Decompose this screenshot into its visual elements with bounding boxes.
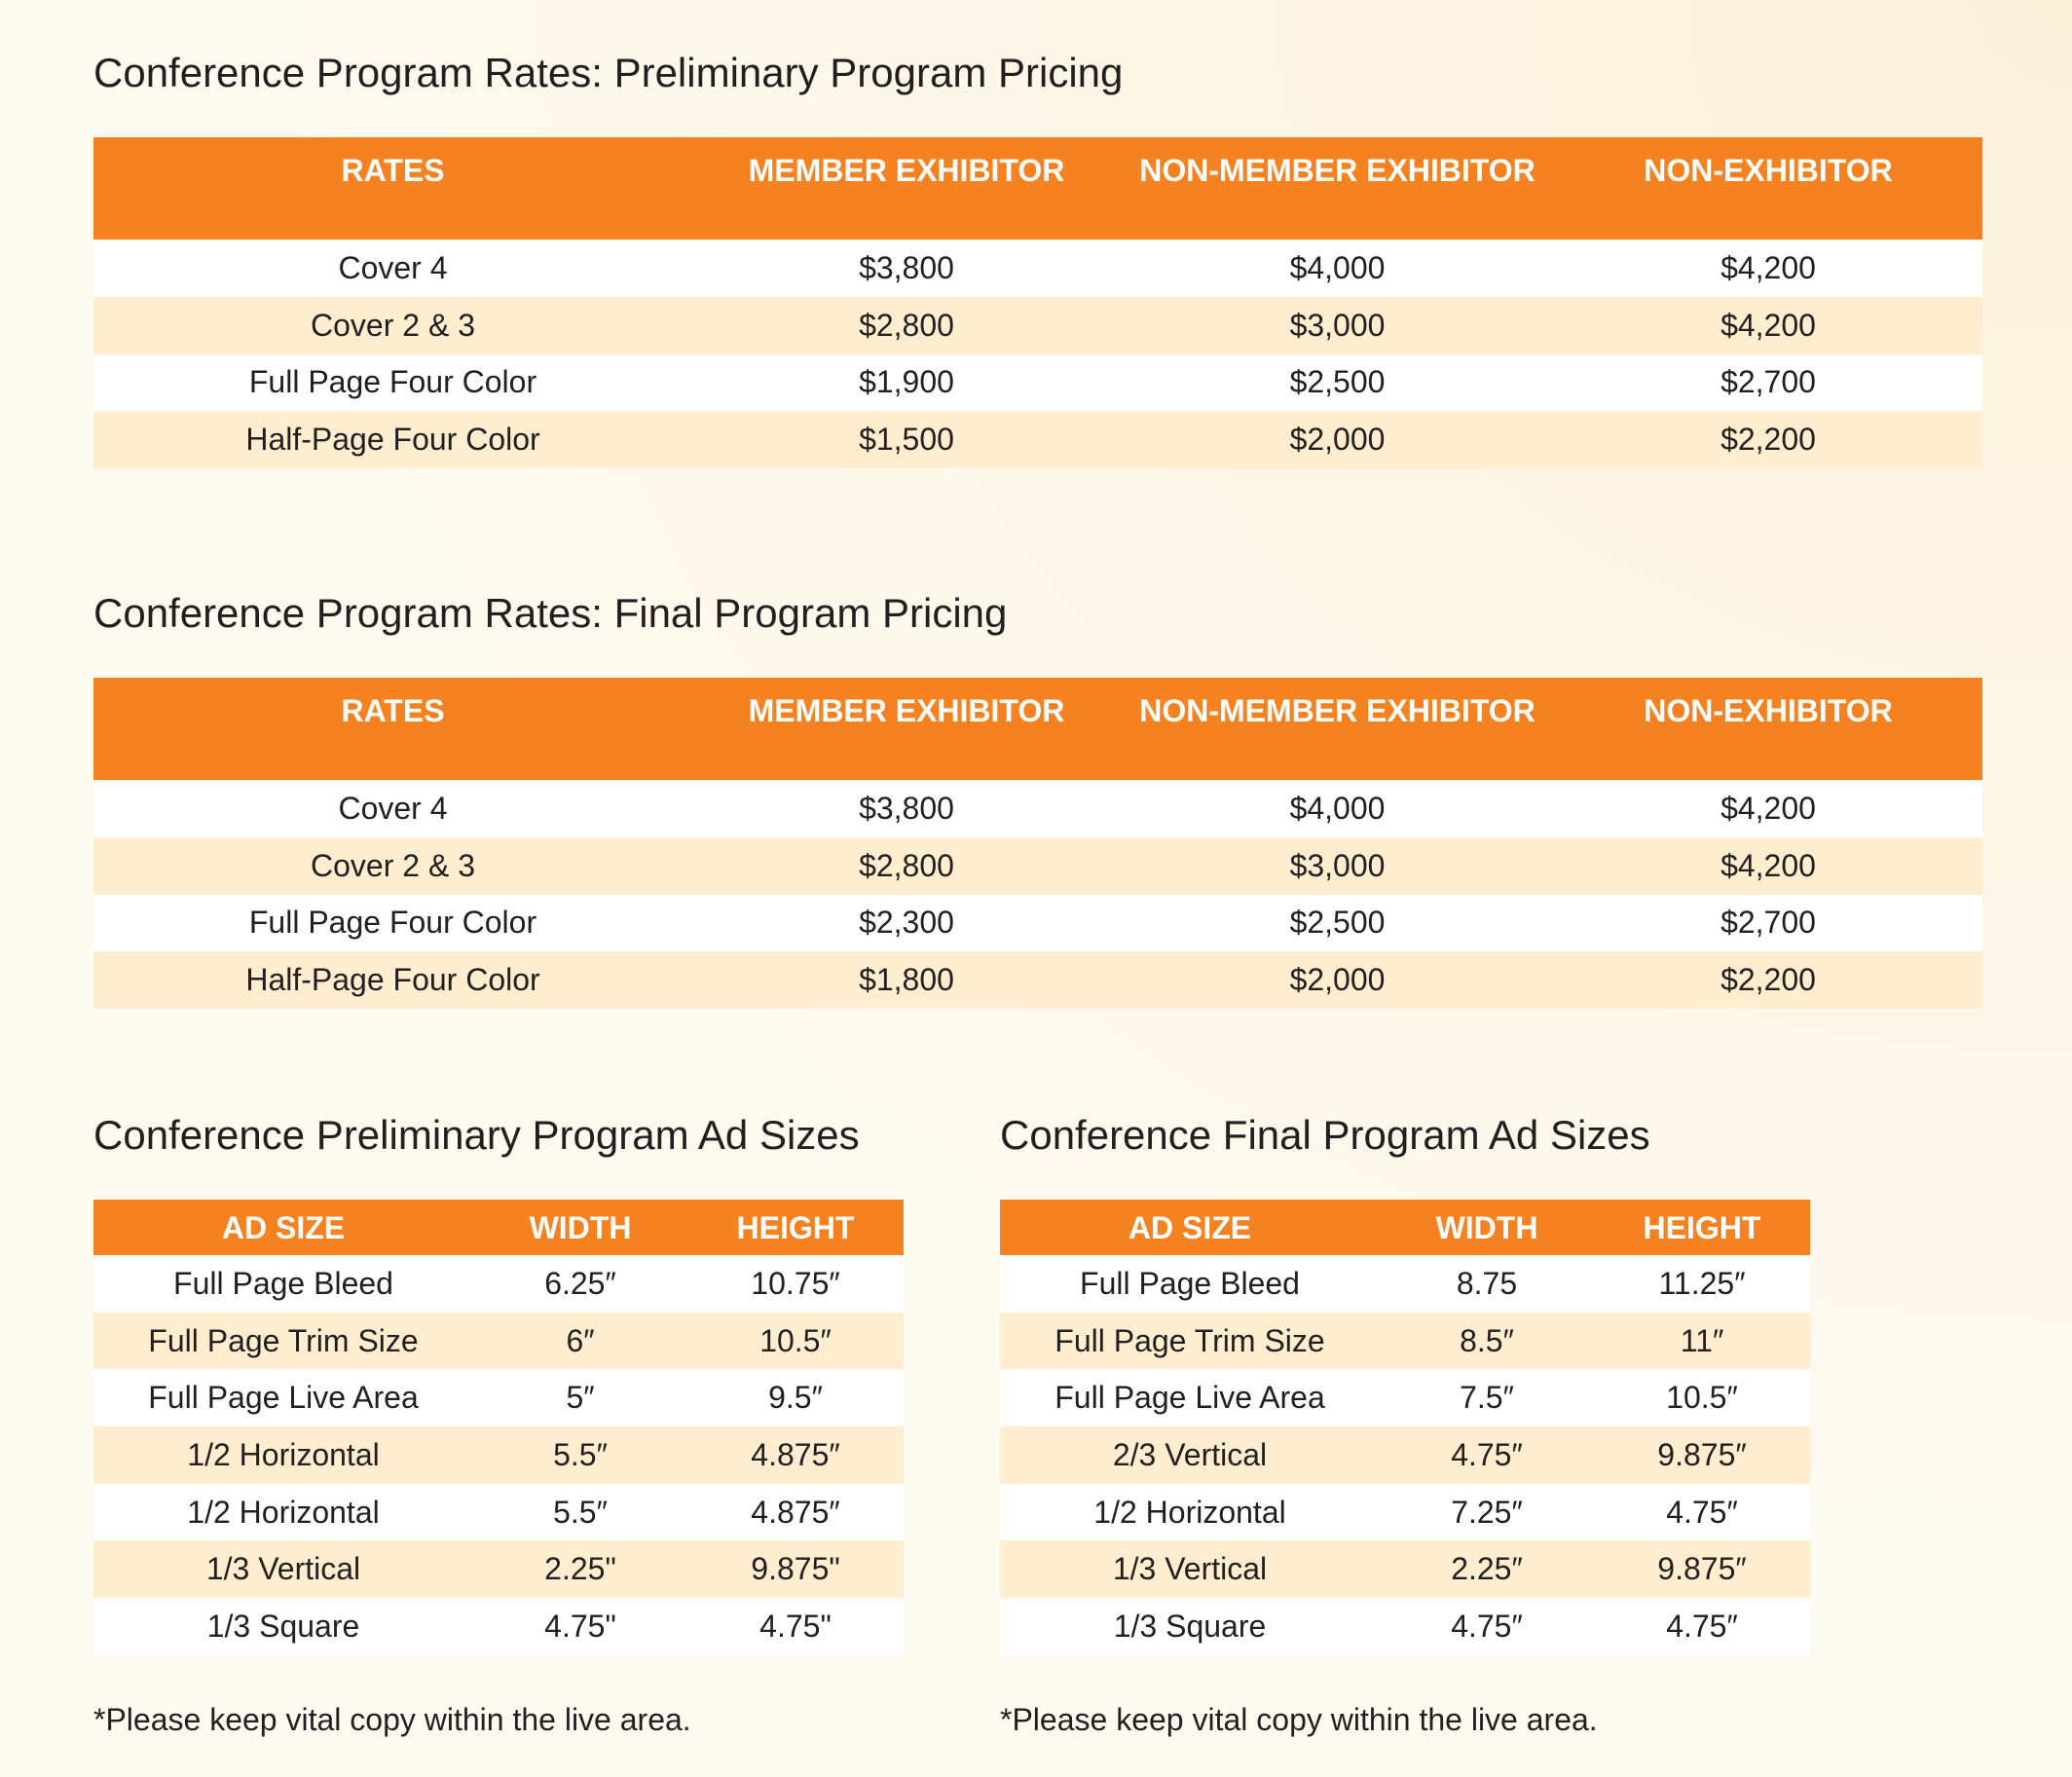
- non-exhibitor-price: $4,200: [1554, 837, 1982, 895]
- height-cell: 11″: [1594, 1313, 1810, 1370]
- table-row: [1000, 1369, 1810, 1426]
- height-cell: 9.875″: [1594, 1426, 1810, 1484]
- non-member-exhibitor-price: $4,000: [1121, 780, 1554, 837]
- final-rates-title: Conference Program Rates: Final Program Pricing: [93, 590, 1008, 636]
- table-row: [1000, 1598, 1810, 1655]
- width-cell: 6″: [473, 1313, 687, 1370]
- height-cell: 10.75″: [687, 1255, 904, 1313]
- table-row: [93, 895, 1982, 952]
- ad-size-cell: Full Page Bleed: [1000, 1255, 1380, 1313]
- prelim-rates-title: Conference Program Rates: Preliminary Program Pricing: [93, 50, 1124, 95]
- non-member-exhibitor-price: $4,000: [1121, 240, 1554, 297]
- final-footnote: *Please keep vital copy within the live area.: [1000, 1702, 1598, 1737]
- ad-size-cell: Full Page Trim Size: [1000, 1313, 1380, 1370]
- column-header-ad-size: AD SIZE: [93, 1200, 473, 1255]
- table-row: [93, 1369, 904, 1426]
- ad-size-cell: 1/3 Vertical: [1000, 1540, 1380, 1598]
- column-header-member-exhibitor: MEMBER EXHIBITOR: [692, 137, 1121, 240]
- non-exhibitor-price: $2,700: [1554, 895, 1982, 952]
- member-exhibitor-price: $2,300: [692, 895, 1121, 952]
- width-cell: 5″: [473, 1369, 687, 1426]
- non-exhibitor-price: $2,700: [1554, 354, 1982, 412]
- table-row: [93, 1598, 904, 1655]
- table-row: [1000, 1426, 1810, 1484]
- height-cell: 10.5″: [687, 1313, 904, 1370]
- height-cell: 9.875": [687, 1540, 904, 1598]
- table-row: [93, 837, 1982, 895]
- column-header-non-member-exhibitor: NON-MEMBER EXHIBITOR: [1121, 137, 1554, 240]
- column-header-non-member-exhibitor: NON-MEMBER EXHIBITOR: [1121, 678, 1554, 780]
- width-cell: 7.5″: [1380, 1369, 1594, 1426]
- final-sizes-title: Conference Final Program Ad Sizes: [1000, 1112, 1650, 1158]
- non-exhibitor-price: $2,200: [1554, 951, 1982, 1009]
- non-member-exhibitor-price: $3,000: [1121, 837, 1554, 895]
- table-row: [93, 297, 1982, 354]
- ad-size-cell: 1/2 Horizontal: [93, 1484, 473, 1541]
- height-cell: 4.875″: [687, 1426, 904, 1484]
- ad-size-cell: 1/2 Horizontal: [1000, 1484, 1380, 1541]
- rate-name-cell: Half-Page Four Color: [93, 411, 692, 468]
- column-header-width: WIDTH: [1380, 1200, 1594, 1255]
- ad-size-cell: 2/3 Vertical: [1000, 1426, 1380, 1484]
- rate-name-cell: Full Page Four Color: [93, 354, 692, 412]
- member-exhibitor-price: $2,800: [692, 837, 1121, 895]
- width-cell: 7.25″: [1380, 1484, 1594, 1541]
- non-member-exhibitor-price: $2,000: [1121, 951, 1554, 1009]
- ad-size-cell: 1/2 Horizontal: [93, 1426, 473, 1484]
- column-header-non-exhibitor: NON-EXHIBITOR: [1554, 678, 1982, 780]
- height-cell: 4.875″: [687, 1484, 904, 1541]
- member-exhibitor-price: $1,800: [692, 951, 1121, 1009]
- table-row: [93, 411, 1982, 468]
- width-cell: 8.5″: [1380, 1313, 1594, 1370]
- height-cell: 9.875″: [1594, 1540, 1810, 1598]
- non-member-exhibitor-price: $2,000: [1121, 411, 1554, 468]
- table-row: [93, 1426, 904, 1484]
- table-row: [1000, 1313, 1810, 1370]
- table-row: [1000, 1484, 1810, 1541]
- ad-size-cell: 1/3 Vertical: [93, 1540, 473, 1598]
- table-row: [93, 1313, 904, 1370]
- column-header-height: HEIGHT: [687, 1200, 904, 1255]
- final-rates-table: [93, 678, 1982, 1009]
- height-cell: 4.75″: [1594, 1484, 1810, 1541]
- column-header-ad-size: AD SIZE: [1000, 1200, 1380, 1255]
- height-cell: 4.75": [687, 1598, 904, 1655]
- width-cell: 5.5″: [473, 1426, 687, 1484]
- width-cell: 8.75: [1380, 1255, 1594, 1313]
- column-header-rates: RATES: [93, 678, 692, 780]
- table-header-row: [1000, 1200, 1810, 1255]
- ad-size-cell: Full Page Live Area: [93, 1369, 473, 1426]
- prelim-sizes-title: Conference Preliminary Program Ad Sizes: [93, 1112, 860, 1158]
- table-row: [93, 1255, 904, 1313]
- width-cell: 6.25″: [473, 1255, 687, 1313]
- rate-name-cell: Half-Page Four Color: [93, 951, 692, 1009]
- column-header-width: WIDTH: [473, 1200, 687, 1255]
- member-exhibitor-price: $3,800: [692, 240, 1121, 297]
- non-exhibitor-price: $2,200: [1554, 411, 1982, 468]
- width-cell: 4.75″: [1380, 1598, 1594, 1655]
- non-member-exhibitor-price: $3,000: [1121, 297, 1554, 354]
- prelim-footnote: *Please keep vital copy within the live area.: [93, 1702, 691, 1737]
- height-cell: 4.75″: [1594, 1598, 1810, 1655]
- rate-name-cell: Cover 4: [93, 240, 692, 297]
- rate-name-cell: Cover 4: [93, 780, 692, 837]
- width-cell: 5.5″: [473, 1484, 687, 1541]
- height-cell: 9.5″: [687, 1369, 904, 1426]
- table-header-row: [93, 137, 1982, 240]
- table-row: [93, 780, 1982, 837]
- table-row: [93, 1484, 904, 1541]
- prelim-rates-table: [93, 137, 1982, 468]
- prelim-sizes-table: [93, 1200, 904, 1655]
- width-cell: 4.75″: [1380, 1426, 1594, 1484]
- table-row: [93, 354, 1982, 412]
- non-member-exhibitor-price: $2,500: [1121, 895, 1554, 952]
- table-header-row: [93, 1200, 904, 1255]
- column-header-rates: RATES: [93, 137, 692, 240]
- table-header-row: [93, 678, 1982, 780]
- rate-name-cell: Full Page Four Color: [93, 895, 692, 952]
- ad-size-cell: 1/3 Square: [93, 1598, 473, 1655]
- column-header-non-exhibitor: NON-EXHIBITOR: [1554, 137, 1982, 240]
- rate-name-cell: Cover 2 & 3: [93, 297, 692, 354]
- height-cell: 11.25″: [1594, 1255, 1810, 1313]
- width-cell: 2.25": [473, 1540, 687, 1598]
- member-exhibitor-price: $1,500: [692, 411, 1121, 468]
- ad-size-cell: Full Page Trim Size: [93, 1313, 473, 1370]
- rate-name-cell: Cover 2 & 3: [93, 837, 692, 895]
- ad-size-cell: Full Page Live Area: [1000, 1369, 1380, 1426]
- non-member-exhibitor-price: $2,500: [1121, 354, 1554, 412]
- non-exhibitor-price: $4,200: [1554, 240, 1982, 297]
- height-cell: 10.5″: [1594, 1369, 1810, 1426]
- table-row: [1000, 1540, 1810, 1598]
- column-header-member-exhibitor: MEMBER EXHIBITOR: [692, 678, 1121, 780]
- table-row: [1000, 1255, 1810, 1313]
- non-exhibitor-price: $4,200: [1554, 297, 1982, 354]
- width-cell: 2.25″: [1380, 1540, 1594, 1598]
- non-exhibitor-price: $4,200: [1554, 780, 1982, 837]
- ad-size-cell: Full Page Bleed: [93, 1255, 473, 1313]
- width-cell: 4.75": [473, 1598, 687, 1655]
- final-sizes-table: [1000, 1200, 1810, 1655]
- ad-size-cell: 1/3 Square: [1000, 1598, 1380, 1655]
- table-row: [93, 951, 1982, 1009]
- column-header-height: HEIGHT: [1594, 1200, 1810, 1255]
- table-row: [93, 240, 1982, 297]
- member-exhibitor-price: $3,800: [692, 780, 1121, 837]
- member-exhibitor-price: $2,800: [692, 297, 1121, 354]
- table-row: [93, 1540, 904, 1598]
- member-exhibitor-price: $1,900: [692, 354, 1121, 412]
